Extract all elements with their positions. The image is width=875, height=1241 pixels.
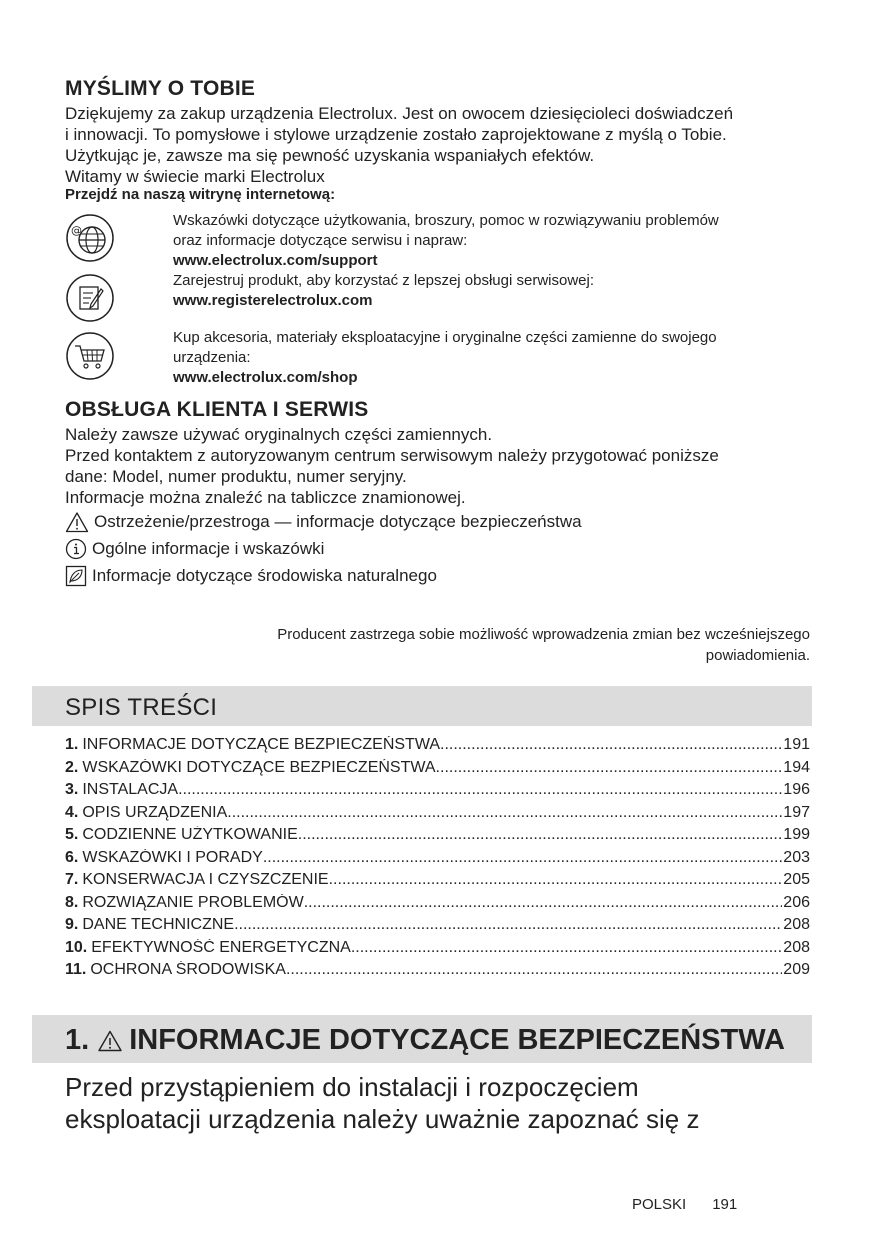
page-number: 191	[712, 1196, 738, 1213]
toc-entry-title: WSKAZÓWKI I PORADY	[82, 848, 263, 866]
footer-language: POLSKI	[632, 1196, 687, 1213]
warning-icon	[97, 1029, 123, 1053]
toc-entry[interactable]	[65, 916, 810, 939]
toc-entry[interactable]	[65, 961, 810, 984]
web-link-text: Wskazówki dotyczące użytkowania, broszury, pomoc w rozwiązywaniu problemów	[173, 212, 719, 229]
toc-entry-page: 208	[783, 938, 810, 956]
legend-warning	[65, 511, 582, 533]
toc-leader-dots	[286, 961, 782, 979]
intro-line: Witamy w świecie marki Electrolux	[65, 167, 325, 186]
toc-entry[interactable]	[65, 736, 810, 759]
toc-entry-page: 208	[783, 916, 810, 933]
toc-entry[interactable]	[65, 939, 810, 962]
section-number: 1.	[65, 1024, 90, 1056]
toc-entry-number: 5.	[65, 826, 79, 843]
toc-entry[interactable]	[65, 804, 810, 827]
service-line: Należy zawsze używać oryginalnych części zamiennych.	[65, 425, 493, 444]
toc-leader-dots	[304, 894, 783, 912]
register-url[interactable]: www.registerelectrolux.com	[173, 292, 373, 309]
toc-entry-page: 206	[783, 893, 810, 911]
toc-leader-dots	[298, 826, 783, 844]
website-label: Przejdź na naszą witrynę internetową:	[65, 186, 336, 203]
toc-entry[interactable]	[65, 894, 810, 917]
intro-line: Użytkując je, zawsze ma się pewność uzyskania wspaniałych efektów.	[65, 146, 595, 165]
toc-header	[32, 686, 812, 726]
web-link-text: Kup akcesoria, materiały eksploatacyjne i oryginalne części zamienne do swojego	[173, 329, 717, 346]
toc-entry-title: INFORMACJE DOTYCZĄCE BEZPIECZEŃSTWA	[82, 736, 440, 753]
support-url[interactable]: www.electrolux.com/support	[173, 252, 378, 269]
toc-entry-title: EFEKTYWNOŚĆ ENERGETYCZNA	[91, 938, 351, 956]
toc-entry-number: 1.	[65, 736, 79, 753]
toc-leader-dots	[263, 849, 782, 867]
toc-entry-title: CODZIENNE UŻYTKOWANIE	[82, 826, 298, 843]
svg-text:@: @	[71, 224, 82, 237]
legend-text: Informacje dotyczące środowiska naturalnego	[92, 566, 437, 585]
toc-entry-page: 197	[783, 803, 810, 821]
intro-line: i innowacji. To pomysłowe i stylowe urządzenie zostało zaprojektowane z myślą o Tobie.	[65, 125, 727, 144]
page-footer	[632, 1196, 737, 1213]
toc-entry-page: 205	[783, 871, 810, 888]
info-icon	[65, 538, 87, 560]
toc-entry-page: 191	[783, 736, 810, 753]
toc-entry-title: OCHRONA ŚRODOWISKA	[90, 961, 286, 978]
toc-entry[interactable]	[65, 849, 810, 872]
notice-line: powiadomienia.	[705, 647, 810, 664]
toc-leader-dots	[351, 939, 782, 957]
toc-leader-dots	[329, 871, 783, 889]
toc-title: SPIS TREŚCI	[65, 694, 218, 721]
toc-entry-number: 2.	[65, 758, 79, 776]
toc-entry-number: 8.	[65, 893, 79, 911]
toc-entry-number: 7.	[65, 871, 79, 888]
shop-url[interactable]: www.electrolux.com/shop	[173, 369, 358, 386]
section-header	[32, 1015, 812, 1063]
section-title: INFORMACJE DOTYCZĄCE BEZPIECZEŃSTWA	[129, 1024, 785, 1056]
lead-line: eksploatacji urządzenia należy uważnie zapoznać się z	[65, 1104, 700, 1134]
toc-entry-title: OPIS URZĄDZENIA	[82, 803, 228, 821]
web-link-text: urządzenia:	[173, 349, 251, 366]
toc-entry[interactable]	[65, 759, 810, 782]
toc-leader-dots	[227, 804, 782, 822]
toc-entry-number: 11.	[65, 961, 87, 978]
toc-entry-title: WSKAZÓWKI DOTYCZĄCE BEZPIECZEŃSTWA	[82, 758, 436, 776]
legend-info	[65, 538, 324, 560]
toc-entry-page: 203	[783, 848, 810, 866]
toc-entry-title: INSTALACJA	[82, 781, 179, 798]
toc-leader-dots	[440, 736, 782, 754]
legend-text: Ostrzeżenie/przestroga — informacje dotyczące bezpieczeństwa	[94, 512, 582, 531]
service-line: Informacje można znaleźć na tabliczce znamionowej.	[65, 488, 466, 507]
toc-entry-page: 199	[783, 826, 810, 843]
toc-entry[interactable]	[65, 871, 810, 894]
toc-leader-dots	[234, 916, 782, 934]
warning-icon	[65, 511, 89, 533]
globe-icon	[65, 213, 115, 263]
toc-entry-page: 194	[783, 758, 810, 776]
change-notice	[150, 624, 810, 666]
intro-heading: MYŚLIMY O TOBIE	[65, 77, 256, 100]
environment-icon	[65, 565, 87, 587]
toc-entry-number: 4.	[65, 803, 79, 821]
cart-icon	[65, 331, 115, 381]
web-link-register	[173, 271, 594, 311]
web-link-text: oraz informacje dotyczące serwisu i napraw:	[173, 232, 468, 249]
notice-line: Producent zastrzega sobie możliwość wprowadzenia zmian bez wcześniejszego	[277, 626, 810, 643]
toc-entry-number: 9.	[65, 916, 79, 933]
service-heading: OBSŁUGA KLIENTA I SERWIS	[65, 398, 369, 421]
toc-entry-number: 6.	[65, 848, 79, 866]
toc-entry-number: 10.	[65, 938, 88, 956]
legend-text: Ogólne informacje i wskazówki	[92, 539, 325, 558]
register-icon	[65, 273, 115, 323]
service-line: dane: Model, numer produktu, numer seryjny.	[65, 467, 407, 486]
legend-environment	[65, 565, 437, 587]
toc-entry-page: 196	[783, 781, 810, 798]
toc-entry-number: 3.	[65, 781, 79, 798]
lead-line: Przed przystąpieniem do instalacji i rozpoczęciem	[65, 1072, 639, 1102]
toc-leader-dots	[178, 781, 782, 799]
web-link-support	[173, 211, 719, 271]
service-line: Przed kontaktem z autoryzowanym centrum serwisowym należy przygotować poniższe	[65, 446, 719, 465]
web-link-shop	[173, 328, 717, 388]
toc-entry[interactable]	[65, 826, 810, 849]
toc-entry-title: DANE TECHNICZNE	[82, 916, 235, 933]
toc-entry-title: ROZWIĄZANIE PROBLEMÓW	[82, 893, 304, 911]
intro-line: Dziękujemy za zakup urządzenia Electrolux. Jest on owocem dziesięcioleci doświadczeń	[65, 104, 734, 123]
toc-entry-page: 209	[783, 961, 810, 978]
toc-leader-dots	[436, 759, 783, 777]
web-link-text: Zarejestruj produkt, aby korzystać z lepszej obsługi serwisowej:	[173, 272, 595, 289]
table-of-contents	[65, 736, 810, 984]
toc-entry[interactable]	[65, 781, 810, 804]
toc-entry-title: KONSERWACJA I CZYSZCZENIE	[82, 871, 329, 888]
